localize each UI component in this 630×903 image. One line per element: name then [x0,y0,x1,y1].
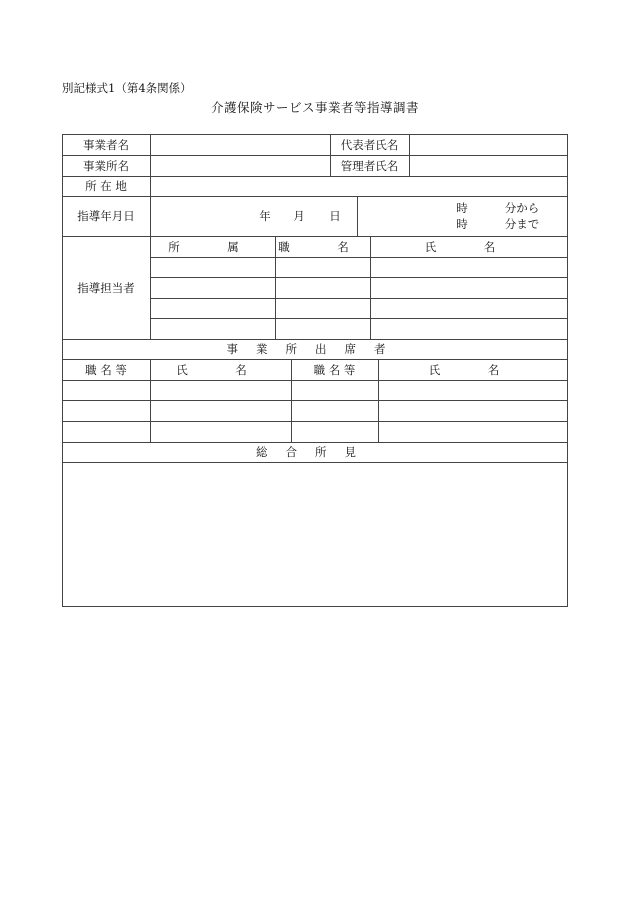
representative-name-label: 代表者氏名 [340,137,399,152]
row-divider [62,400,568,401]
staff-col-name: 氏 名 [424,239,514,254]
location-field[interactable] [150,176,568,196]
col-divider [150,196,151,339]
manager-name-label: 管理者氏名 [340,158,399,173]
time-end-minute: 分まで [504,217,540,231]
staff-label: 指導担当者 [77,280,135,295]
date-year: 年 [259,209,271,223]
document-title: 介護保険サービス事業者等指導調書 [210,100,419,115]
row-divider [62,380,568,381]
staff-col-position: 職 名 [278,239,367,254]
form-label: 別記様式1（第4条関係） [62,81,192,95]
date-day: 日 [329,209,341,223]
row-divider [150,298,568,299]
attendees-heading: 事業所出席者 [226,342,404,356]
attendees-col-name-2: 氏 名 [428,362,518,377]
time-start-minute: 分から [504,201,540,215]
attendees-col-position-2: 職 名 等 [313,362,356,377]
time-end-hour: 時 [456,217,468,231]
staff-col-affiliation: 所 属 [168,239,257,254]
manager-name-field[interactable] [409,155,568,176]
location-label: 所 在 地 [85,179,127,193]
office-name-label: 事業所名 [83,158,129,173]
row-divider [150,257,568,258]
representative-name-field[interactable] [409,134,568,155]
attendees-col-position: 職 名 等 [85,362,127,377]
operator-name-label: 事業者名 [83,137,129,152]
time-start-hour: 時 [456,201,468,215]
operator-name-field[interactable] [150,134,330,155]
office-name-field[interactable] [150,155,330,176]
row-divider [150,277,568,278]
col-divider [357,196,358,236]
date-month: 月 [293,209,305,223]
attendees-col-name: 氏 名 [176,362,265,377]
findings-field[interactable] [62,462,568,607]
row-divider [62,421,568,422]
guidance-date-label: 指導年月日 [77,209,135,223]
row-divider [150,318,568,319]
findings-heading: 総合所見 [256,445,374,459]
